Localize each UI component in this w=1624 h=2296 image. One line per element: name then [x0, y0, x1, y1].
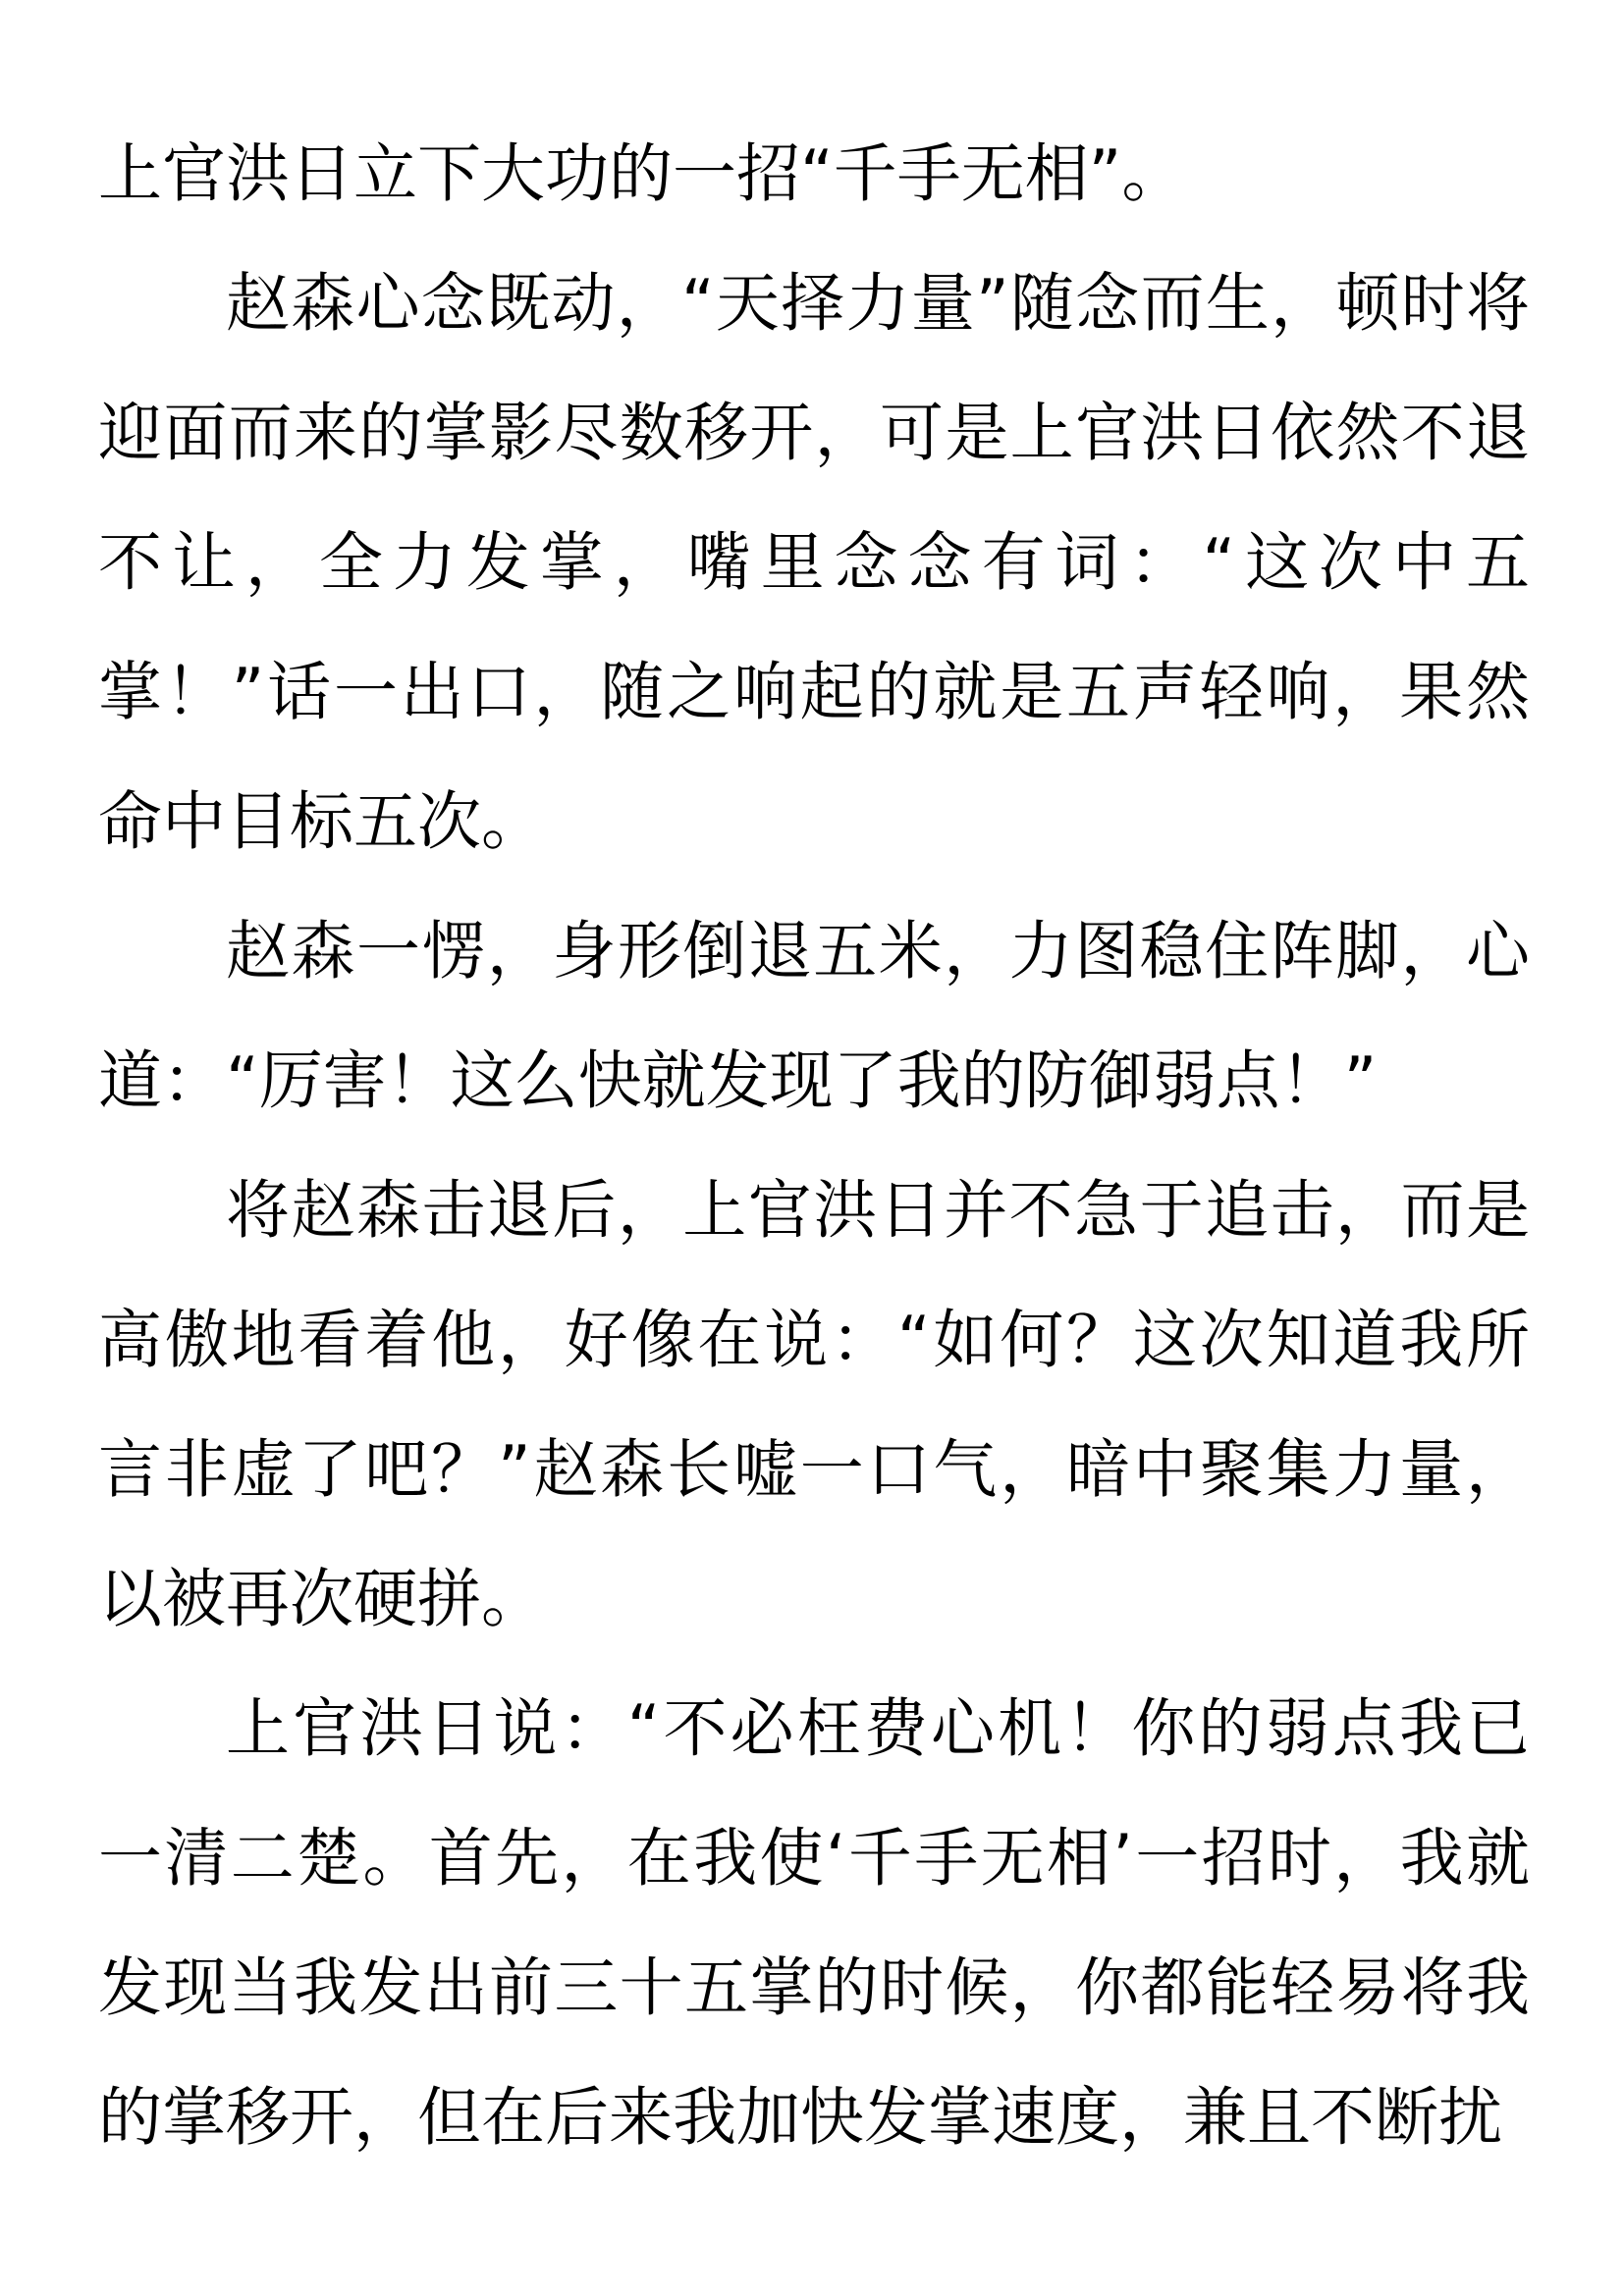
paragraph-continuation: 上官洪日立下大功的一招“千手无相”。	[98, 137, 1186, 211]
paragraph: 将赵森击退后，上官洪日并不急于追击，而是高傲地看着他，好像在说：“如何？这次知道我所言非虚了吧？”赵森长嘘一口气，暗中聚集力量，以被再次硬拼。	[98, 1174, 1530, 1636]
document-page	[98, 110, 1530, 2183]
paragraph: 赵森一愣，身形倒退五米，力图稳住阵脚，心道：“厉害！这么快就发现了我的防御弱点！”	[98, 915, 1530, 1118]
paragraph: 上官洪日说：“不必枉费心机！你的弱点我已一清二楚。首先，在我使‘千手无相’一招时，我就发现当我发出前三十五掌的时候，你都能轻易将我的掌移开，但在后来我加快发掌速度，兼且不断扰	[98, 1692, 1530, 2155]
paragraph: 赵森心念既动，“天择力量”随念而生，顿时将迎面而来的掌影尽数移开，可是上官洪日依然不退不让，全力发掌，嘴里念念有词：“这次中五掌！”话一出口，随之响起的就是五声轻响，果然命中目标五次。	[98, 267, 1530, 859]
